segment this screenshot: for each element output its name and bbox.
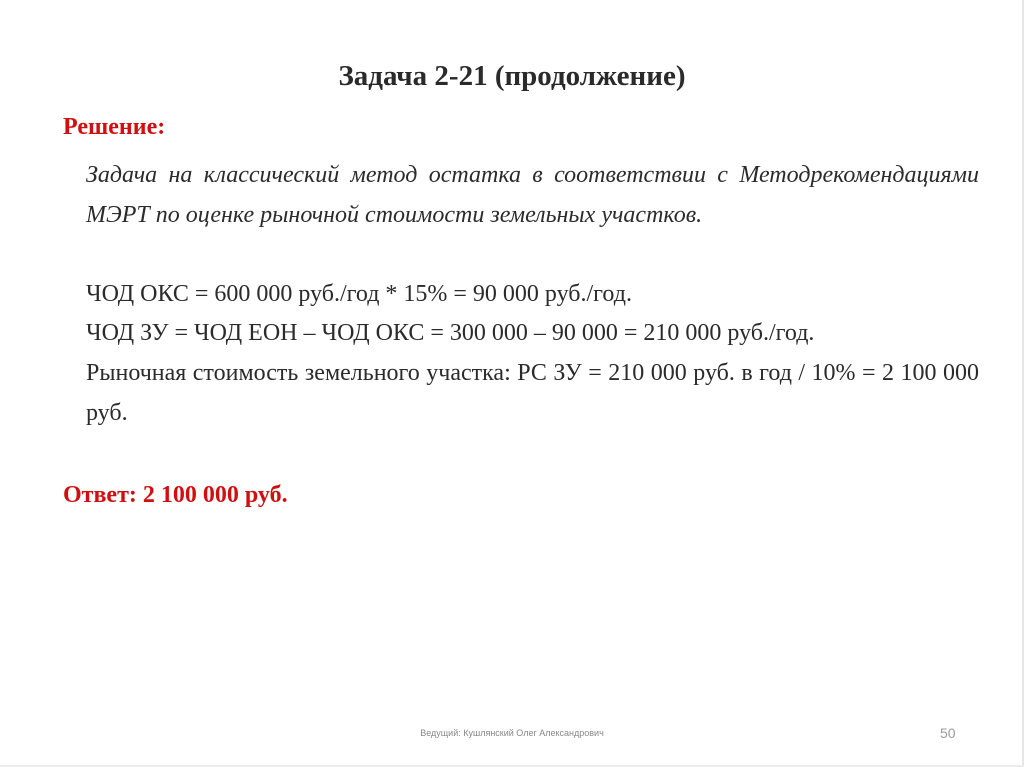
market-value-paragraph: Рыночная стоимость земельного участка: РС ЗУ = 210 000 руб. в год / 10% = 2 100 000 руб. [86, 360, 979, 426]
calc-line-chod-oks: ЧОД ОКС = 600 000 руб./год * 15% = 90 000 руб./год. [86, 281, 632, 307]
footer-author: Ведущий: Кушлянский Олег Александрович [420, 728, 604, 738]
solution-label: Решение: [63, 114, 166, 140]
slide-title: Задача 2-21 (продолжение) [338, 60, 686, 92]
intro-paragraph: Задача на классический метод остатка в соответствии с Методрекомендациями МЭРТ по оценке рыночной стоимости земельных участков. [86, 162, 979, 228]
calc-line-chod-zu: ЧОД ЗУ = ЧОД ЕОН – ЧОД ОКС = 300 000 – 90 000 = 210 000 руб./год. [86, 320, 815, 346]
page-number: 50 [940, 725, 956, 741]
answer-label: Ответ: 2 100 000 руб. [63, 482, 288, 508]
